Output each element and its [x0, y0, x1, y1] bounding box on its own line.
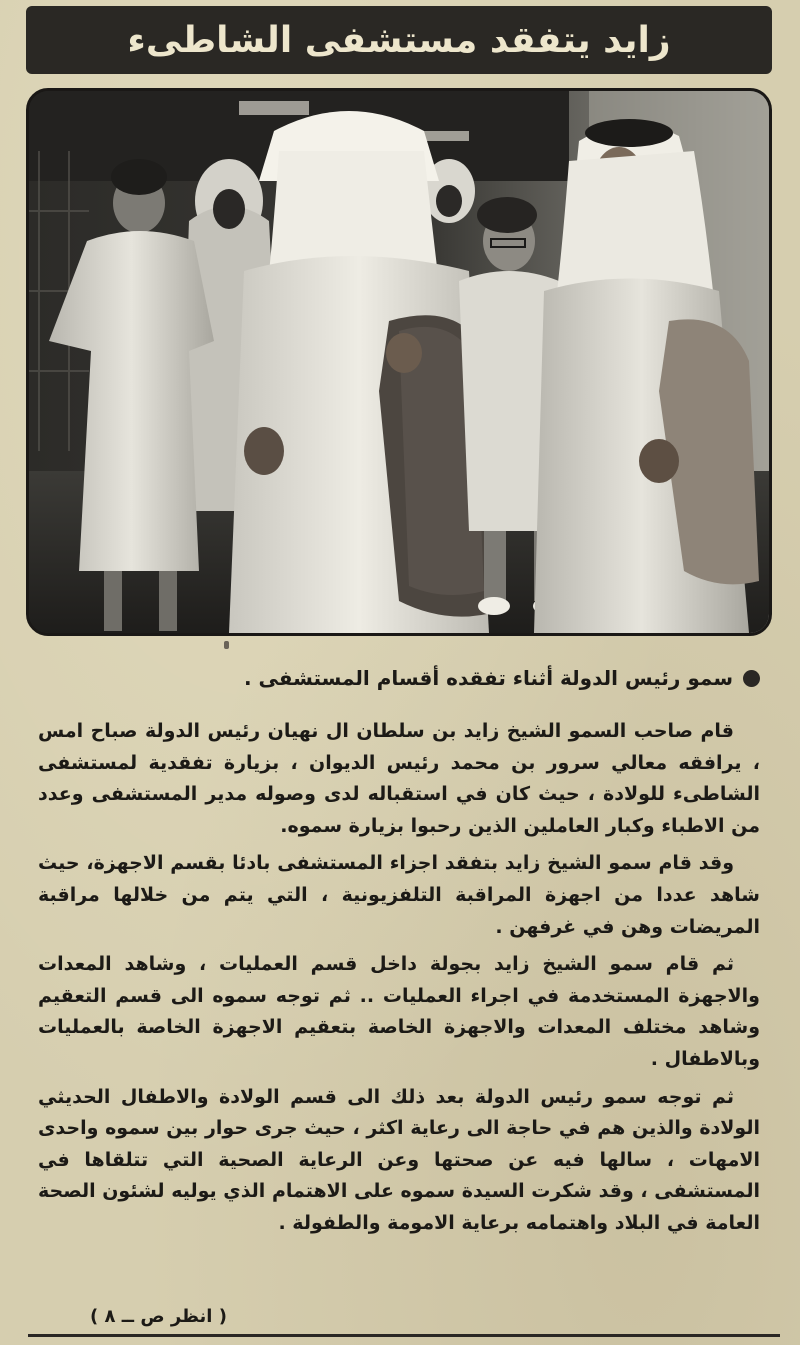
- article-body: [38, 716, 760, 1246]
- print-mark: [224, 641, 229, 649]
- photo-illustration: [29, 91, 769, 633]
- article-paragraph: قام صاحب السمو الشيخ زايد بن سلطان ال نهيان رئيس الدولة صباح امس ، يرافقه معالي سرور بن محمد رئيس الديوان ، بزيارة تفقدية لمستشفى الشاطىء للولادة ، حيث كان في استقباله لدى وصوله مدير المستشفى وعدد من الاطباء وكبار العاملين الذين رحبوا بزيارة سموه.: [38, 720, 760, 837]
- headline-banner: [26, 6, 772, 74]
- caption-text: سمو رئيس الدولة أثناء تفقده أقسام المستشفى .: [243, 666, 733, 690]
- article-paragraph: ثم قام سمو الشيخ زايد بجولة داخل قسم العمليات ، وشاهد المعدات والاجهزة المستخدمة في اجراء العمليات .. ثم توجه سموه الى قسم التعقيم وشاهد مختلف المعدات والاجهزة الخاصة بتعقيم الاجهزة الخاصة بالعمليات وبالاطفال .: [38, 953, 760, 1070]
- photo-caption: [170, 666, 760, 690]
- article-paragraph: ثم توجه سمو رئيس الدولة بعد ذلك الى قسم الولادة والاطفال الحديثي الولادة والذين هم في حاجة الى رعاية اكثر ، حيث جرى حوار بين سموه واحدى الامهات ، سالها فيه عن صحتها وعن الرعاية الصحية التي تتلقاها في المستشفى ، وقد شكرت السيدة سموه على الاهتمام الذي يوليه لشئون الصحة العامة في البلاد واهتمامه برعاية الامومة والطفولة .: [38, 1085, 760, 1234]
- headline: زايد يتفقد مستشفى الشاطىء: [127, 19, 671, 61]
- news-photo: [26, 88, 772, 636]
- caption-bullet-icon: [743, 670, 760, 687]
- bottom-rule: [28, 1334, 780, 1337]
- continued-reference: ( انظر ص ــ ٨ ): [90, 1306, 227, 1327]
- article-paragraph: وقد قام سمو الشيخ زايد بتفقد اجزاء المستشفى بادئا بقسم الاجهزة، حيث شاهد عددا من اجهزة المراقبة التلفزيونية ، التي يتم من خلالها مراقبة المريضات وهن في غرفهن .: [38, 852, 760, 938]
